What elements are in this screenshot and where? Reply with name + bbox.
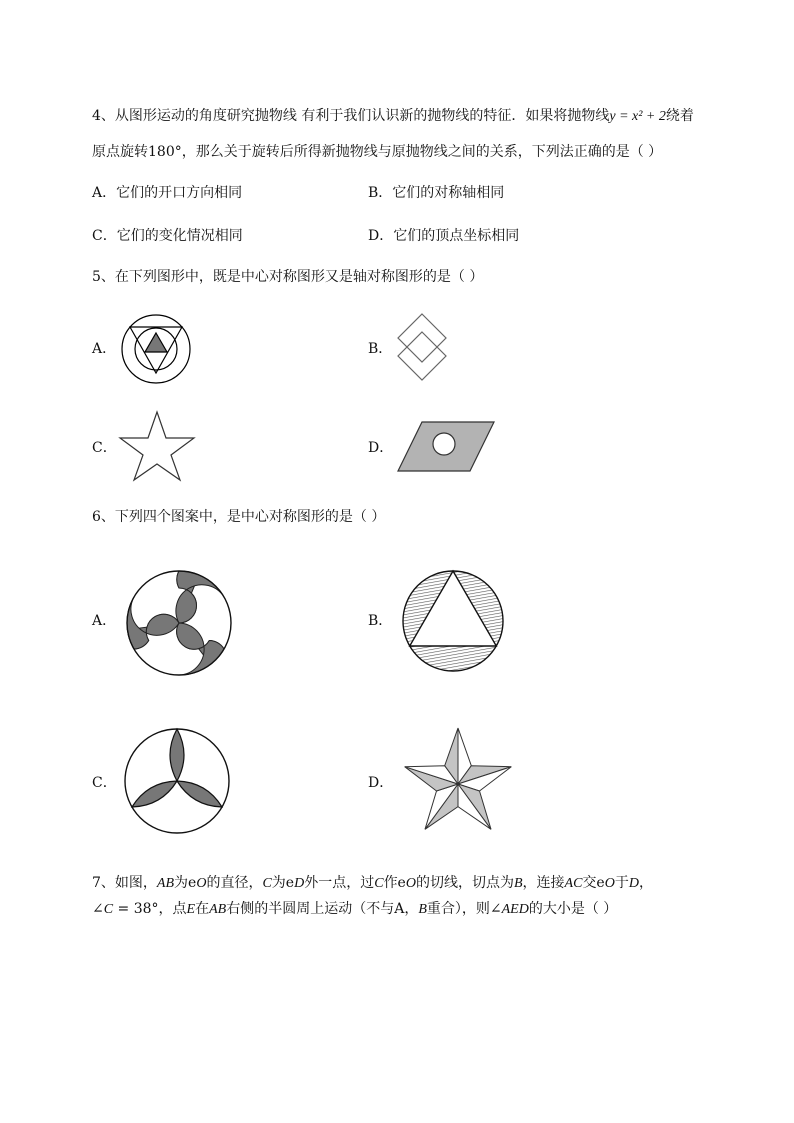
q7-text-run: 7、如图， xyxy=(92,875,157,891)
q7-text-run: 作e xyxy=(383,875,406,891)
q7-line2 xyxy=(92,899,617,920)
q7-math-symbol: B xyxy=(513,876,523,891)
q4-option-a[interactable]: A．它们的开口方向相同 xyxy=(92,185,243,201)
q7-text-run: ， xyxy=(638,875,653,891)
q4-text-b: 绕着 xyxy=(665,108,694,124)
q7-text-run: 的大小是（ ） xyxy=(528,901,618,917)
q4-text-a: 4、从图形运动的角度研究抛物线 有利于我们认识新的抛物线的特征．如果将抛物线 xyxy=(92,108,610,124)
q7-text-run: 重合），则∠ xyxy=(426,901,502,917)
q6-figure-b-triangle-in-circle xyxy=(400,568,506,674)
q7-math-symbol: AB xyxy=(209,902,227,917)
q7-math-symbol: C xyxy=(103,902,114,917)
q7-math-symbol: D xyxy=(628,876,639,891)
q7-text-run: 于 xyxy=(614,875,629,891)
q7-text-run: 的直径， xyxy=(206,875,263,891)
q5-figure-b-two-squares xyxy=(394,312,450,384)
q6-stem: 6、下列四个图案中，是中心对称图形的是（ ） xyxy=(92,509,386,525)
q5-figure-c-star xyxy=(118,410,196,482)
q5-stem: 5、在下列图形中，既是中心对称图形又是轴对称图形的是（ ） xyxy=(92,269,484,285)
q7-math-symbol: AED xyxy=(501,902,529,917)
q5-figure-a-circle-triangles xyxy=(120,313,192,385)
q7-math-symbol: E xyxy=(186,902,196,917)
q7-text-run: = 38°，点 xyxy=(113,901,187,917)
q6-figure-d-3d-star xyxy=(400,726,516,836)
q6-label-b[interactable]: B． xyxy=(368,613,393,629)
q7-math-symbol: O xyxy=(604,876,615,891)
q7-text-run: ∠ xyxy=(92,901,104,917)
q7-math-symbol: AC xyxy=(564,876,583,891)
q5-figure-d-parallelogram xyxy=(396,420,496,474)
q7-text-run: 右侧的半圆周上运动（不与A， xyxy=(226,901,419,917)
q7-text-run: 为e xyxy=(174,875,197,891)
q6-figure-a-swirl xyxy=(124,568,234,678)
q7-line1 xyxy=(92,873,653,894)
q5-label-a[interactable]: A． xyxy=(92,341,117,357)
q4-line1 xyxy=(92,106,694,127)
q4-line2: 原点旋转180°，那么关于旋转后所得新抛物线与原抛物线之间的关系，下列法正确的是（ ） xyxy=(92,144,663,160)
q7-math-symbol: C xyxy=(374,876,384,891)
q7-text-run: ，连接 xyxy=(522,875,565,891)
q7-text-run: 交e xyxy=(582,875,605,891)
q6-label-a[interactable]: A． xyxy=(92,613,117,629)
q5-label-b[interactable]: B． xyxy=(368,341,393,357)
q4-option-b[interactable]: B．它们的对称轴相同 xyxy=(368,185,505,201)
q6-label-d[interactable]: D． xyxy=(368,775,394,791)
q6-figure-c-three-petals xyxy=(122,726,232,836)
q7-math-symbol: D xyxy=(294,876,305,891)
q7-text-run: 的切线，切点为 xyxy=(415,875,514,891)
q7-text-run: 外一点，过 xyxy=(304,875,375,891)
q7-text-run: 为e xyxy=(271,875,295,891)
q4-parabola-equation: y = x² + 2 xyxy=(609,109,666,124)
q5-label-d[interactable]: D． xyxy=(368,440,394,456)
q7-math-symbol: AB xyxy=(156,876,175,891)
q7-text-run: 在 xyxy=(195,901,210,917)
q7-math-symbol: O xyxy=(405,876,416,891)
q7-math-symbol: O xyxy=(196,876,207,891)
q4-option-c[interactable]: C．它们的变化情况相同 xyxy=(92,228,243,244)
q7-math-symbol: B xyxy=(418,902,427,917)
q5-label-c[interactable]: C． xyxy=(92,440,117,456)
q7-math-symbol: C xyxy=(262,876,272,891)
q6-label-c[interactable]: C． xyxy=(92,775,117,791)
q4-option-d[interactable]: D．它们的顶点坐标相同 xyxy=(368,228,520,244)
